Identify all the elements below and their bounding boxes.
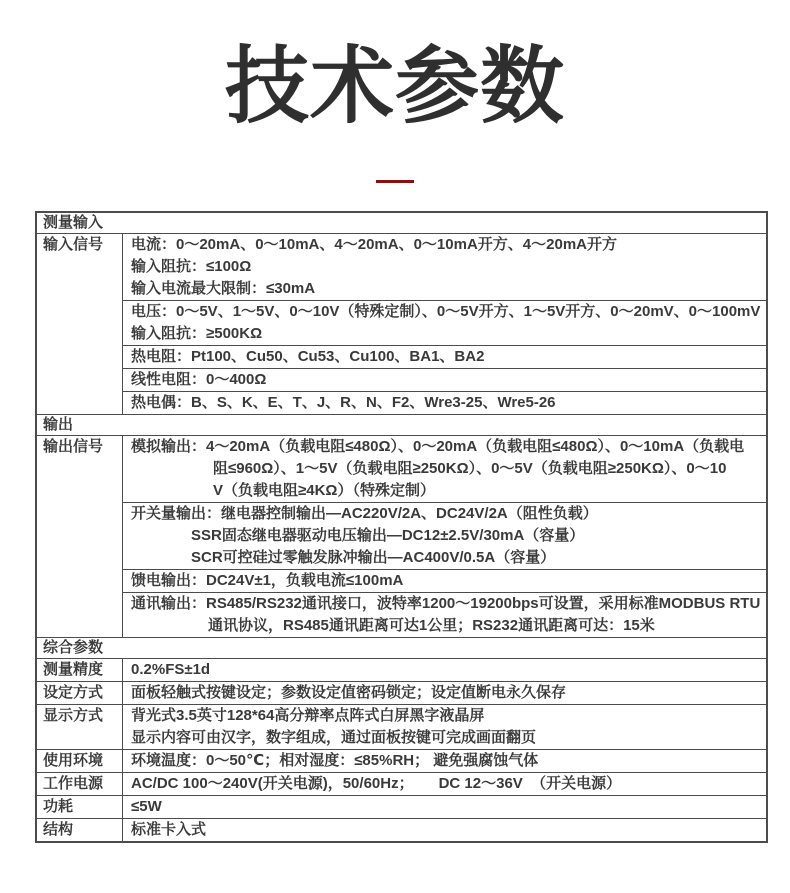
line-group — [123, 659, 766, 681]
spec-line: 电压：0～5V、1～5V、0～10V（特殊定制）、0～5V开方、1～5V开方、0～20mV、0～100mV — [131, 303, 761, 320]
spec-line: 0.2%FS±1d — [131, 661, 211, 678]
spec-line: 标准卡入式 — [131, 821, 207, 838]
line-group — [123, 345, 766, 368]
row-label: 使用环境 — [37, 750, 123, 772]
section-header: 综合参数 — [37, 637, 766, 658]
row-content — [123, 436, 766, 637]
spec-row — [37, 681, 766, 704]
title-divider — [376, 180, 414, 183]
spec-line: 显示内容可由汉字，数字组成，通过面板按键可完成画面翻页 — [131, 729, 537, 746]
spec-line: 面板轻触式按键设定；参数设定值密码锁定；设定值断电永久保存 — [131, 684, 567, 701]
spec-row — [37, 658, 766, 681]
spec-line: 热电偶：B、S、K、E、T、J、R、N、F2、Wre3-25、Wre5-26 — [131, 394, 556, 411]
spec-line: 输入阻抗：≥500KΩ — [131, 325, 263, 342]
section-header: 输出 — [37, 414, 766, 435]
spec-line: 电流：0～20mA、0～10mA、4～20mA、0～10mA开方、4～20mA开方 — [131, 236, 617, 253]
spec-line: 背光式3.5英寸128*64高分辩率点阵式白屏黑字液晶屏 — [131, 707, 485, 724]
spec-row — [37, 772, 766, 795]
spec-row — [37, 749, 766, 772]
spec-line: 开关量输出：继电器控制输出—AC220V/2A、DC24V/2A（阻性负载） — [131, 505, 598, 522]
row-label: 输出信号 — [37, 436, 123, 637]
spec-line: 通讯协议，RS485通讯距离可达1公里；RS232通讯距离可达：15米 — [208, 617, 655, 634]
page-title: 技术参数 — [224, 39, 565, 133]
spec-line: 环境温度：0～50℃；相对湿度：≤85%RH； 避免强腐蚀气体 — [131, 752, 539, 769]
row-content — [123, 682, 766, 704]
spec-row — [37, 818, 766, 841]
row-label: 工作电源 — [37, 773, 123, 795]
row-content — [123, 796, 766, 818]
line-group — [123, 705, 766, 749]
line-group — [123, 682, 766, 704]
line-group — [123, 436, 766, 502]
spec-line: 通讯输出：RS485/RS232通讯接口，波特率1200～19200bps可设置，采用标准MODBUS RTU — [131, 595, 761, 612]
row-content — [123, 773, 766, 795]
spec-line: 输入电流最大限制：≤30mA — [131, 280, 316, 297]
row-content — [123, 705, 766, 749]
spec-line: 线性电阻：0～400Ω — [131, 371, 267, 388]
spec-line: 输入阻抗：≤100Ω — [131, 258, 252, 275]
line-group — [123, 368, 766, 391]
line-group — [123, 819, 766, 841]
spec-line: AC/DC 100～240V(开关电源)，50/60Hz； DC 12～36V （开关电源） — [131, 775, 622, 792]
row-label: 测量精度 — [37, 659, 123, 681]
section-header: 测量输入 — [43, 214, 104, 231]
line-group — [123, 300, 766, 345]
row-label: 输入信号 — [37, 234, 123, 414]
line-group — [123, 569, 766, 592]
row-label: 显示方式 — [37, 705, 123, 749]
row-label: 设定方式 — [37, 682, 123, 704]
line-group — [123, 234, 766, 300]
spec-line: 馈电输出：DC24V±1，负载电流≤100mA — [131, 572, 404, 589]
row-label: 结构 — [37, 819, 123, 841]
spec-line: 热电阻：Pt100、Cu50、Cu53、Cu100、BA1、BA2 — [131, 348, 485, 365]
spec-line: V（负载电阻≥4KΩ）（特殊定制） — [213, 482, 435, 499]
row-label: 功耗 — [37, 796, 123, 818]
spec-line: SCR可控硅过零触发脉冲输出—AC400V/0.5A（容量） — [191, 549, 556, 566]
row-content — [123, 659, 766, 681]
row-content — [123, 819, 766, 841]
spec-row — [37, 435, 766, 637]
row-content — [123, 750, 766, 772]
spec-line: SSR固态继电器驱动电压输出—DC12±2.5V/30mA（容量） — [191, 527, 585, 544]
spec-row — [37, 795, 766, 818]
row-content — [123, 234, 766, 414]
spec-line: ≤5W — [131, 798, 162, 815]
spec-table — [35, 211, 768, 843]
spec-row — [37, 233, 766, 414]
line-group — [123, 750, 766, 772]
spec-row — [37, 704, 766, 749]
line-group — [123, 391, 766, 414]
line-group — [123, 502, 766, 569]
spec-line: 模拟输出：4～20mA（负载电阻≤480Ω）、0～20mA（负载电阻≤480Ω）、0～10mA（负载电 — [131, 438, 745, 455]
line-group — [123, 592, 766, 637]
line-group — [123, 796, 766, 818]
line-group — [123, 773, 766, 795]
spec-line: 阻≤960Ω）、1～5V（负载电阻≥250KΩ）、0～5V（负载电阻≥250KΩ）、0～10 — [213, 460, 727, 477]
